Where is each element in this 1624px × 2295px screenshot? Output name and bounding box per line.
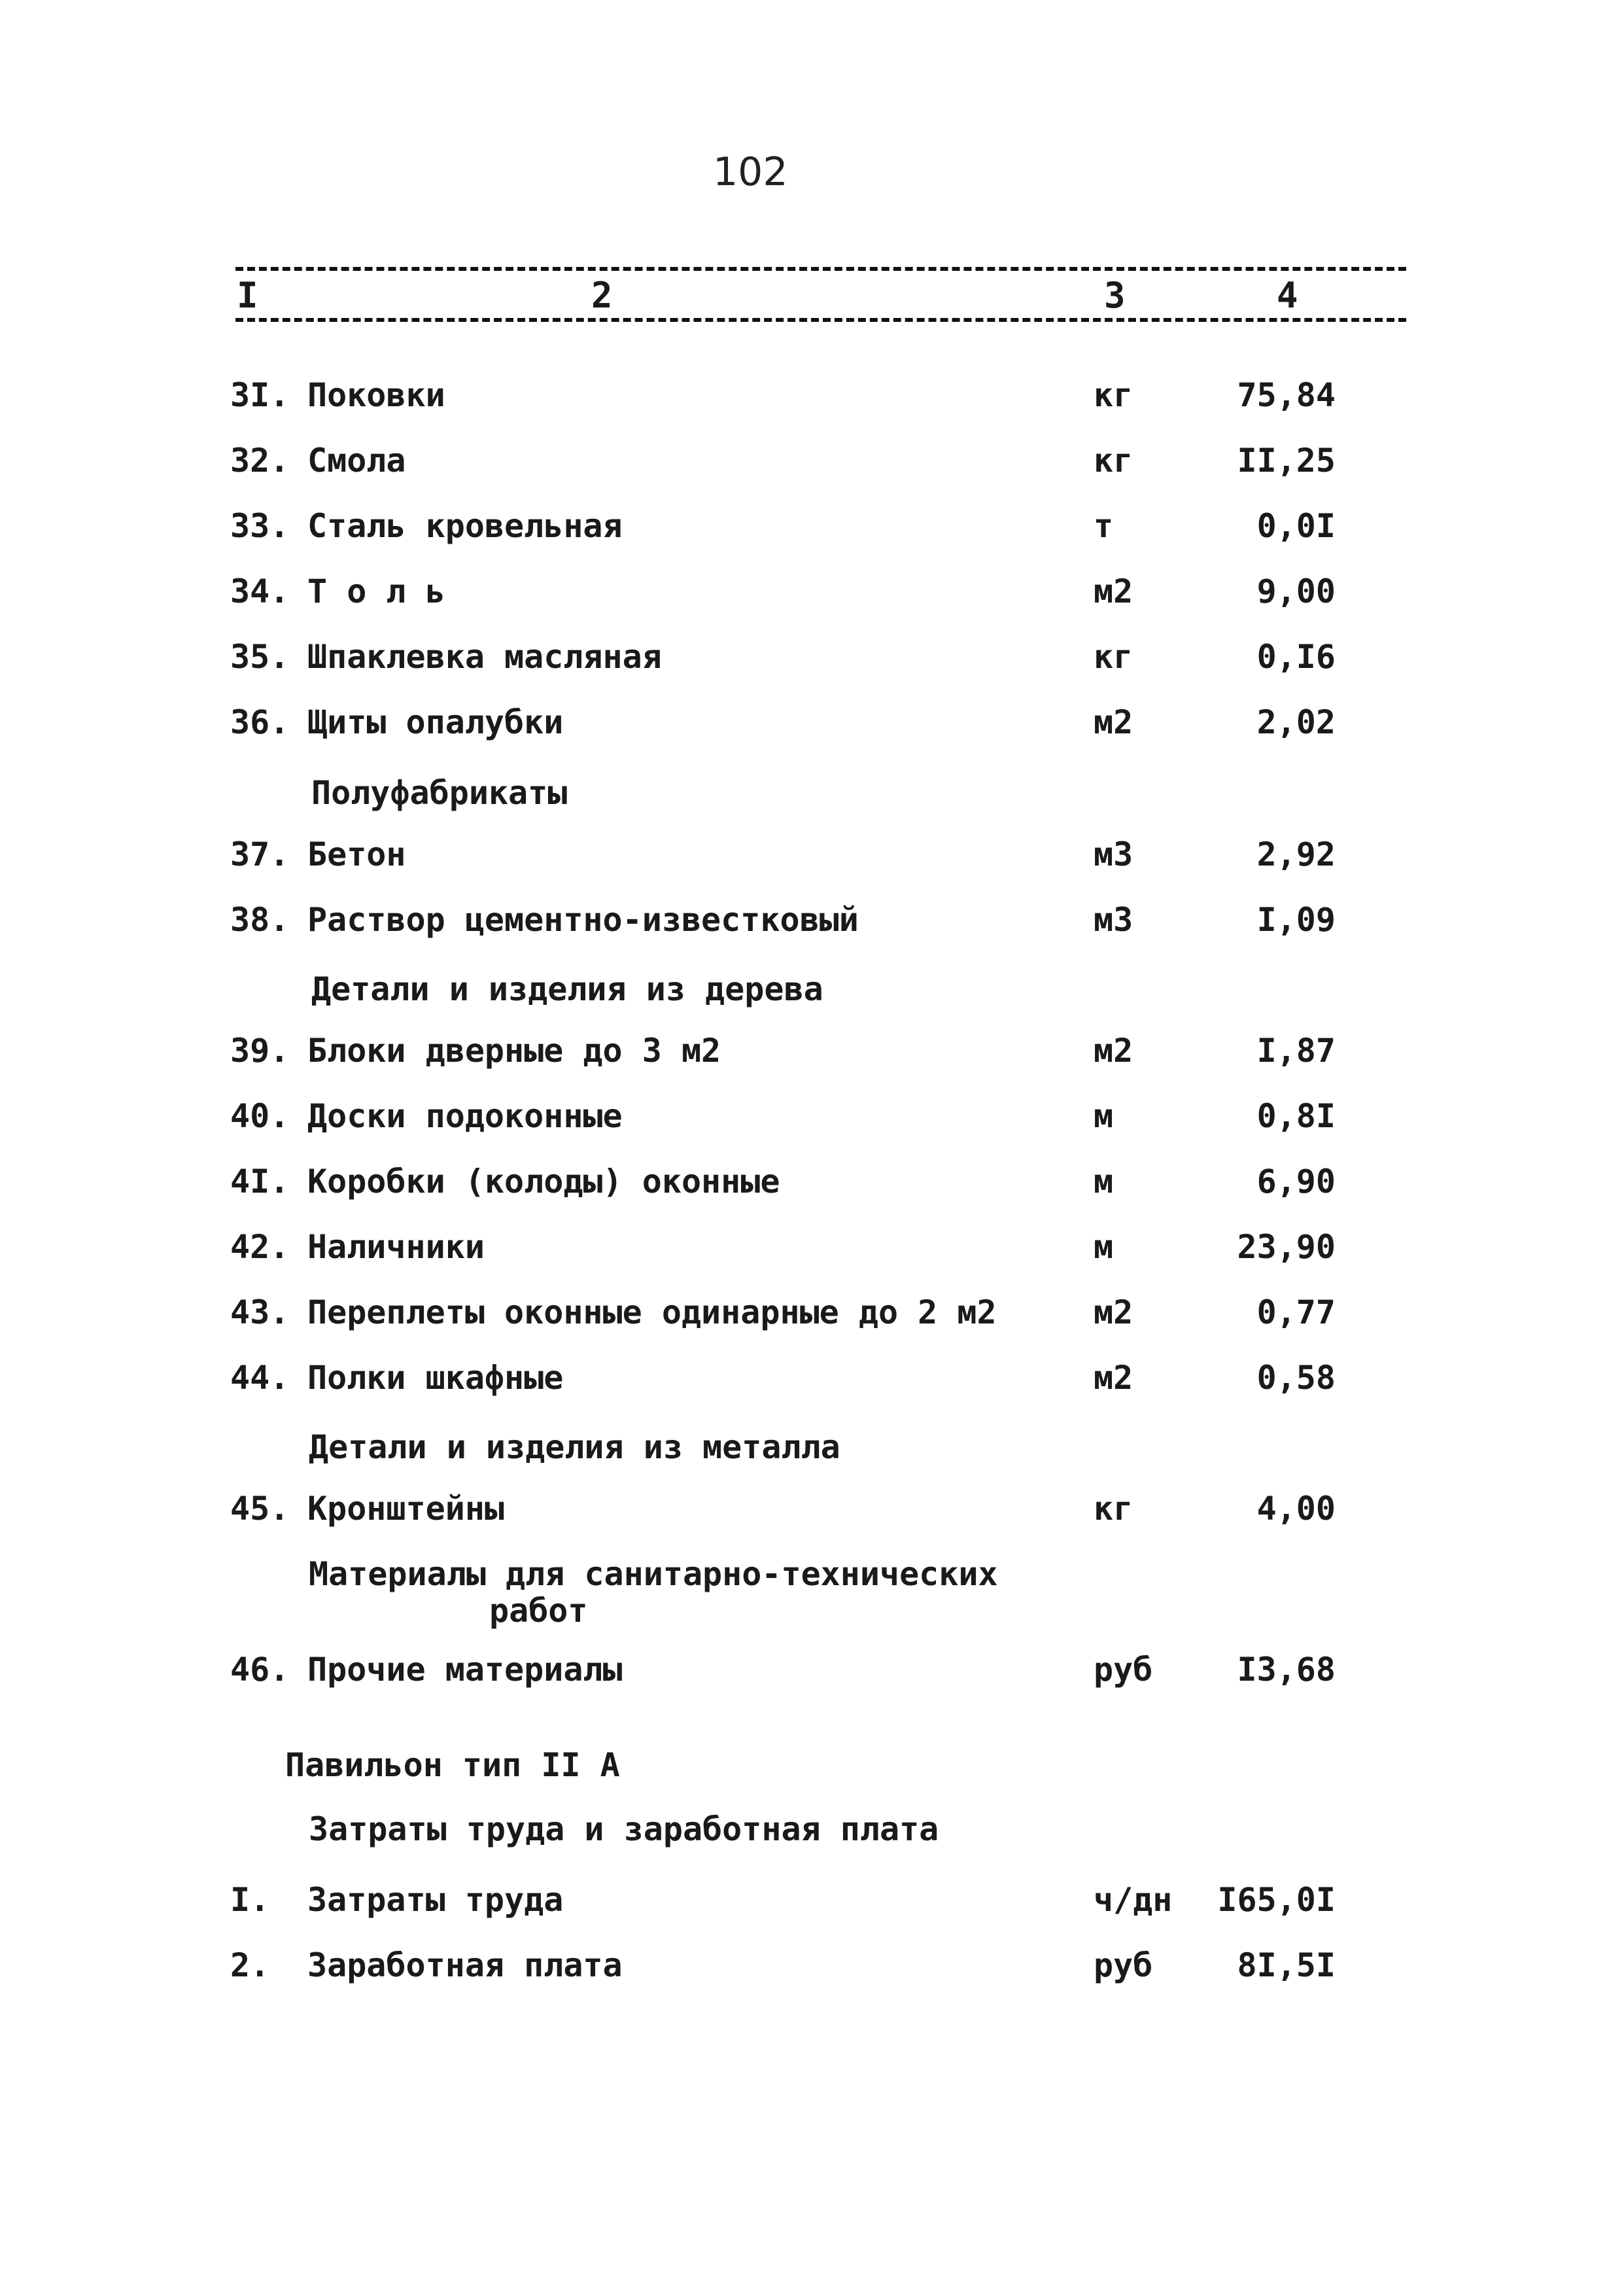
row-unit: кг xyxy=(1094,638,1133,676)
row-unit: м3 xyxy=(1094,901,1133,939)
row-value: 0,77 xyxy=(1256,1293,1336,1331)
row-number: 35. xyxy=(230,638,290,676)
section-heading-sanitary-line2: работ xyxy=(489,1592,588,1630)
row-name: Блоки дверные до 3 м2 xyxy=(307,1032,721,1070)
table-row xyxy=(0,1939,1624,1991)
row-name: Наличники xyxy=(307,1228,485,1266)
table-row xyxy=(0,1221,1624,1273)
table-row xyxy=(0,1155,1624,1208)
row-value: 8I,5I xyxy=(1237,1946,1336,1984)
row-value: I3,68 xyxy=(1237,1651,1336,1689)
row-value: 4,00 xyxy=(1256,1490,1336,1528)
table-row xyxy=(0,1025,1624,1077)
row-value: 0,0I xyxy=(1256,507,1336,545)
table-row xyxy=(0,1286,1624,1339)
row-number: 3I. xyxy=(230,376,290,414)
row-value: 0,8I xyxy=(1256,1097,1336,1135)
section-heading-labor-costs: Затраты труда и заработная плата xyxy=(309,1810,939,1848)
row-value: 0,58 xyxy=(1256,1359,1336,1397)
header-col-4: 4 xyxy=(1273,275,1302,316)
row-value: 2,92 xyxy=(1256,835,1336,873)
row-unit: м xyxy=(1094,1228,1114,1266)
row-name: Раствор цементно-известковый xyxy=(307,901,859,939)
row-number: 44. xyxy=(230,1359,290,1397)
row-number: 33. xyxy=(230,507,290,545)
table-row xyxy=(0,369,1624,421)
row-unit: кг xyxy=(1094,442,1133,480)
row-unit: кг xyxy=(1094,376,1133,414)
row-unit: м xyxy=(1094,1097,1114,1135)
row-value: I,87 xyxy=(1256,1032,1336,1070)
row-unit: м2 xyxy=(1094,1359,1133,1397)
row-value: 0,I6 xyxy=(1256,638,1336,676)
table-row xyxy=(0,1874,1624,1926)
row-name: Полки шкафные xyxy=(307,1359,564,1397)
row-name: Коробки (колоды) оконные xyxy=(307,1163,780,1200)
row-value: 9,00 xyxy=(1256,572,1336,610)
row-name: Переплеты оконные одинарные до 2 м2 xyxy=(307,1293,997,1331)
row-number: 2. xyxy=(230,1946,270,1984)
row-value: I,09 xyxy=(1256,901,1336,939)
row-number: 42. xyxy=(230,1228,290,1266)
row-number: 40. xyxy=(230,1097,290,1135)
row-value: I65,0I xyxy=(1217,1881,1336,1919)
row-number: 39. xyxy=(230,1032,290,1070)
row-value: 6,90 xyxy=(1256,1163,1336,1200)
row-unit: руб xyxy=(1094,1946,1153,1984)
table-row xyxy=(0,1643,1624,1696)
row-number: 34. xyxy=(230,572,290,610)
table-row xyxy=(0,565,1624,618)
table-row xyxy=(0,894,1624,946)
section-heading-metal-parts: Детали и изделия из металла xyxy=(309,1428,840,1466)
section-heading-sanitary xyxy=(309,1556,998,1629)
row-name: Кронштейны xyxy=(307,1490,505,1528)
table-header xyxy=(0,275,1624,321)
table-row xyxy=(0,1482,1624,1535)
row-number: 43. xyxy=(230,1293,290,1331)
header-col-1: I xyxy=(233,275,262,316)
row-name: Смола xyxy=(307,442,406,480)
row-number: 4I. xyxy=(230,1163,290,1200)
row-name: Заработная плата xyxy=(307,1946,623,1984)
row-value: 2,02 xyxy=(1256,703,1336,741)
row-number: I. xyxy=(230,1881,270,1919)
row-value: 23,90 xyxy=(1237,1228,1336,1266)
table-row xyxy=(0,434,1624,487)
row-unit: м2 xyxy=(1094,572,1133,610)
table-row xyxy=(0,500,1624,552)
row-number: 32. xyxy=(230,442,290,480)
row-unit: руб xyxy=(1094,1651,1153,1689)
row-unit: м2 xyxy=(1094,1293,1133,1331)
row-value: II,25 xyxy=(1237,442,1336,480)
row-name: Щиты опалубки xyxy=(307,703,564,741)
row-name: Сталь кровельная xyxy=(307,507,623,545)
row-unit: м2 xyxy=(1094,1032,1133,1070)
row-number: 46. xyxy=(230,1651,290,1689)
table-row xyxy=(0,631,1624,683)
row-name: Т о л ь xyxy=(307,572,445,610)
section-heading-wood-parts: Детали и изделия из дерева xyxy=(311,970,823,1008)
table-header-top-rule xyxy=(235,267,1406,271)
row-name: Прочие материалы xyxy=(307,1651,623,1689)
table-row xyxy=(0,828,1624,881)
table-header-bottom-rule xyxy=(235,318,1406,322)
row-name: Поковки xyxy=(307,376,445,414)
section-heading-pavilion: Павильон тип II А xyxy=(285,1746,620,1784)
row-name: Доски подоконные xyxy=(307,1097,623,1135)
row-unit: кг xyxy=(1094,1490,1133,1528)
row-unit: ч/дн xyxy=(1094,1881,1173,1919)
section-heading-sanitary-line1: Материалы для санитарно-технических xyxy=(309,1555,998,1593)
row-number: 37. xyxy=(230,835,290,873)
header-col-2: 2 xyxy=(587,275,617,316)
row-name: Затраты труда xyxy=(307,1881,564,1919)
section-heading-semi-finished: Полуфабрикаты xyxy=(311,774,568,812)
table-row xyxy=(0,1090,1624,1142)
row-name: Бетон xyxy=(307,835,406,873)
row-unit: м xyxy=(1094,1163,1114,1200)
row-unit: м2 xyxy=(1094,703,1133,741)
row-name: Шпаклевка масляная xyxy=(307,638,662,676)
row-value: 75,84 xyxy=(1237,376,1336,414)
row-number: 36. xyxy=(230,703,290,741)
table-row xyxy=(0,1352,1624,1404)
row-number: 45. xyxy=(230,1490,290,1528)
header-col-3: 3 xyxy=(1100,275,1130,316)
row-number: 38. xyxy=(230,901,290,939)
row-unit: м3 xyxy=(1094,835,1133,873)
table-row xyxy=(0,696,1624,748)
page-number: 102 xyxy=(713,149,788,195)
row-unit: т xyxy=(1094,507,1114,545)
